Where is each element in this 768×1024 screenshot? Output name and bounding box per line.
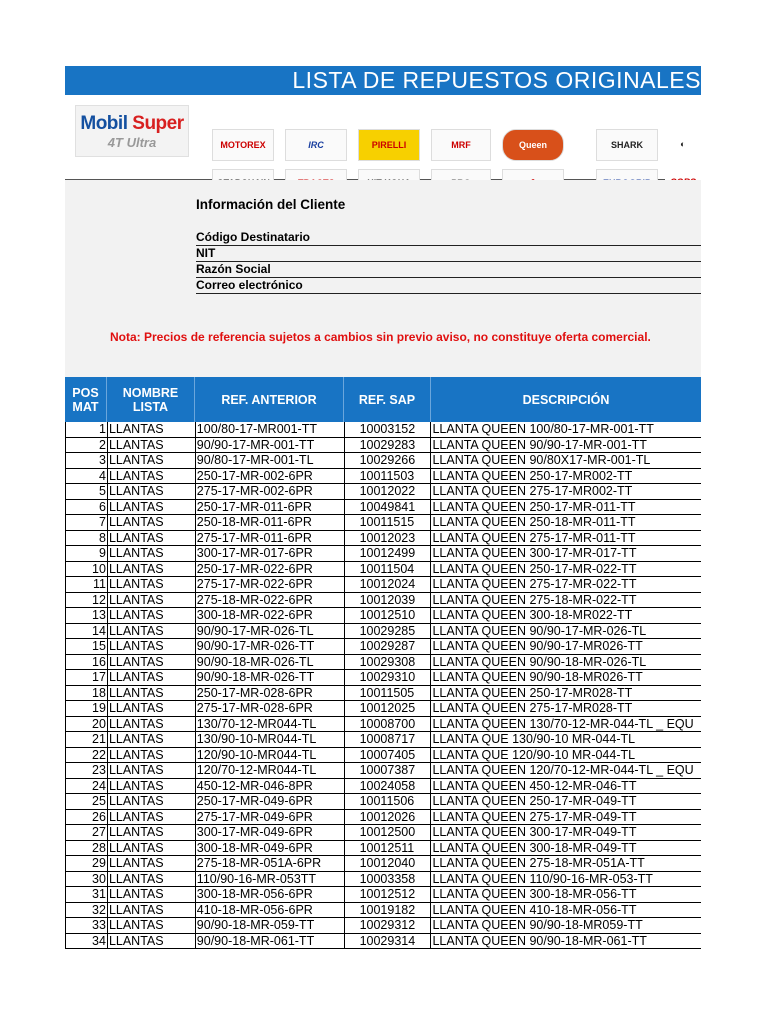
cell-nombre-lista[interactable]: LLANTAS (108, 531, 196, 546)
cell-pos-mat[interactable]: 15 (66, 639, 108, 654)
cell-descripcion[interactable]: LLANTA QUEEN 90/90-18-MR026-TT (432, 670, 643, 684)
cell-ref-anterior[interactable]: 275-17-MR-049-6PR (196, 810, 345, 825)
table-row[interactable] (66, 438, 701, 454)
page-title: LISTA DE REPUESTOS ORIGINALES (292, 67, 701, 93)
cell-pos-mat[interactable]: 7 (66, 515, 108, 530)
cell-ref-anterior[interactable]: 300-18-MR-022-6PR (196, 608, 345, 623)
cell-pos-mat[interactable]: 23 (66, 763, 108, 778)
price-disclaimer-note: Nota: Precios de referencia sujetos a cambios sin previo aviso, no constituye oferta comercial. (110, 330, 651, 344)
table-row[interactable] (66, 918, 701, 934)
cell-ref-anterior[interactable]: 90/90-18-MR-061-TT (196, 934, 345, 949)
cell-nombre-lista[interactable]: LLANTAS (108, 500, 196, 515)
cell-nombre-lista[interactable]: LLANTAS (108, 841, 196, 856)
cell-ref-sap[interactable]: 10012510 (345, 608, 432, 623)
cell-pos-mat[interactable]: 4 (66, 469, 108, 484)
cell-ref-sap[interactable]: 10012023 (345, 531, 432, 546)
cell-ref-sap[interactable]: 10029285 (345, 624, 432, 639)
spreadsheet (65, 66, 701, 949)
title-bar (65, 66, 701, 95)
cell-ref-anterior[interactable]: 275-17-MR-011-6PR (196, 531, 345, 546)
cell-nombre-lista[interactable]: LLANTAS (108, 655, 196, 670)
cell-ref-anterior[interactable]: 100/80-17-MR001-TT (196, 422, 345, 437)
col-header-ref-sap: REF. SAP (344, 377, 431, 422)
cell-ref-sap[interactable]: 10019182 (345, 903, 432, 918)
cell-ref-anterior[interactable]: 300-17-MR-049-6PR (196, 825, 345, 840)
col-header-pos-mat: POS MAT (65, 377, 107, 422)
cell-ref-anterior[interactable]: 250-17-MR-049-6PR (196, 794, 345, 809)
cell-pos-mat[interactable]: 9 (66, 546, 108, 561)
cell-descripcion[interactable]: LLANTA QUEEN 300-17-MR-017-TT (432, 546, 637, 560)
cell-ref-anterior[interactable]: 300-18-MR-056-6PR (196, 887, 345, 902)
cell-ref-anterior[interactable]: 250-17-MR-022-6PR (196, 562, 345, 577)
cell-descripcion[interactable]: LLANTA QUEEN 275-17-MR002-TT (432, 484, 633, 498)
cell-descripcion[interactable]: LLANTA QUEEN 100/80-17-MR-001-TT (432, 422, 654, 436)
cell-descripcion[interactable]: LLANTA QUEEN 300-17-MR-049-TT (432, 825, 637, 839)
table-row[interactable] (66, 763, 701, 779)
cell-ref-sap[interactable]: 10012022 (345, 484, 432, 499)
table-row[interactable] (66, 794, 701, 810)
mobil-super-logo (75, 105, 189, 157)
table-row[interactable] (66, 903, 701, 919)
table-row[interactable] (66, 515, 701, 531)
brand-queen: Queen (502, 129, 564, 161)
table-row[interactable] (66, 701, 701, 717)
cell-ref-anterior[interactable]: 90/90-18-MR-059-TT (196, 918, 345, 933)
cell-pos-mat[interactable]: 6 (66, 500, 108, 515)
cell-pos-mat[interactable]: 33 (66, 918, 108, 933)
cell-nombre-lista[interactable]: LLANTAS (108, 748, 196, 763)
table-row[interactable] (66, 562, 701, 578)
table-row[interactable] (66, 717, 701, 733)
cell-pos-mat[interactable]: 18 (66, 686, 108, 701)
table-row[interactable] (66, 732, 701, 748)
cell-ref-sap[interactable]: 10029312 (345, 918, 432, 933)
cell-ref-sap[interactable]: 10012511 (345, 841, 432, 856)
cell-descripcion[interactable]: LLANTA QUEEN 300-18-MR022-TT (432, 608, 633, 622)
brand-irc: IRC (285, 129, 347, 161)
cell-pos-mat[interactable]: 5 (66, 484, 108, 499)
cell-pos-mat[interactable]: 17 (66, 670, 108, 685)
cell-descripcion[interactable]: LLANTA QUEEN 275-18-MR-051A-TT (432, 856, 645, 870)
table-row[interactable] (66, 810, 701, 826)
cell-descripcion[interactable]: LLANTA QUEEN 120/70-12-MR-044-TL _ EQU (432, 763, 694, 777)
cell-descripcion[interactable]: LLANTA QUEEN 250-17-MR002-TT (432, 468, 633, 483)
table-row[interactable] (66, 872, 701, 888)
cell-nombre-lista[interactable]: LLANTAS (108, 872, 196, 887)
cell-descripcion[interactable]: LLANTA QUEEN 275-17-MR-022-TT (432, 577, 637, 591)
cell-nombre-lista[interactable]: LLANTAS (108, 825, 196, 840)
cell-pos-mat[interactable]: 10 (66, 562, 108, 577)
cell-ref-sap[interactable]: 10011504 (345, 562, 432, 577)
cell-descripcion[interactable]: LLANTA QUEEN 275-17-MR-049-TT (432, 809, 637, 824)
table-row[interactable] (66, 453, 701, 469)
cell-ref-sap[interactable]: 10011503 (345, 469, 432, 484)
cell-ref-sap[interactable]: 10003152 (345, 422, 432, 437)
cell-nombre-lista[interactable]: LLANTAS (108, 686, 196, 701)
table-row[interactable] (66, 500, 701, 516)
cell-ref-sap[interactable]: 10008717 (345, 732, 432, 747)
cell-pos-mat[interactable]: 14 (66, 624, 108, 639)
cell-descripcion[interactable]: LLANTA QUEEN 275-17-MR028-TT (432, 701, 633, 715)
cell-nombre-lista[interactable]: LLANTAS (108, 484, 196, 499)
cell-descripcion[interactable]: LLANTA QUEEN 300-18-MR-049-TT (432, 840, 637, 855)
cell-ref-anterior[interactable]: 275-17-MR-002-6PR (196, 484, 345, 499)
cell-nombre-lista[interactable]: LLANTAS (108, 779, 196, 794)
cell-descripcion[interactable]: LLANTA QUEEN 410-18-MR-056-TT (432, 902, 637, 917)
cell-pos-mat[interactable]: 3 (66, 453, 108, 468)
logo-ultra-text: 4T Ultra (107, 134, 157, 150)
cell-ref-anterior[interactable]: 90/90-17-MR-001-TT (196, 438, 345, 453)
field-correo-electronico[interactable]: Correo electrónico (196, 278, 701, 294)
cell-ref-sap[interactable]: 10029287 (345, 639, 432, 654)
cell-pos-mat[interactable]: 1 (66, 422, 108, 437)
cell-ref-anterior[interactable]: 250-17-MR-011-6PR (196, 500, 345, 515)
cell-nombre-lista[interactable]: LLANTAS (108, 732, 196, 747)
cell-ref-anterior[interactable]: 250-18-MR-011-6PR (196, 515, 345, 530)
cell-pos-mat[interactable]: 27 (66, 825, 108, 840)
cell-ref-sap[interactable]: 10049841 (345, 500, 432, 515)
table-row[interactable] (66, 887, 701, 903)
table-row[interactable] (66, 686, 701, 702)
table-row[interactable] (66, 841, 701, 857)
cell-nombre-lista[interactable]: LLANTAS (108, 577, 196, 592)
table-row[interactable] (66, 531, 701, 547)
cell-ref-anterior[interactable]: 120/70-12-MR044-TL (196, 763, 345, 778)
brand-motorex: MOTOREX (212, 129, 274, 161)
cell-descripcion[interactable]: LLANTA QUEEN 90/80X17-MR-001-TL (432, 453, 651, 467)
logo-super-text: Super (132, 112, 184, 134)
logo-mobil-text: Mobil (80, 112, 128, 134)
table-row[interactable] (66, 484, 701, 500)
table-row[interactable] (66, 624, 701, 640)
table-row[interactable] (66, 856, 701, 872)
cell-pos-mat[interactable]: 31 (66, 887, 108, 902)
brand-partial-logo: ◐ (665, 129, 701, 159)
table-row[interactable] (66, 469, 701, 485)
field-codigo-destinatario[interactable]: Código Destinatario (196, 230, 701, 246)
cell-ref-sap[interactable]: 10029266 (345, 453, 432, 468)
cell-ref-sap[interactable]: 10029283 (345, 438, 432, 453)
cell-ref-sap[interactable]: 10011515 (345, 515, 432, 530)
cell-ref-sap[interactable]: 10012499 (345, 546, 432, 561)
brand-pirelli: PIRELLI (358, 129, 420, 161)
cell-ref-anterior[interactable]: 275-17-MR-028-6PR (196, 701, 345, 716)
cell-pos-mat[interactable]: 34 (66, 934, 108, 949)
cell-ref-anterior[interactable]: 275-17-MR-022-6PR (196, 577, 345, 592)
cell-nombre-lista[interactable]: LLANTAS (108, 469, 196, 484)
table-row[interactable] (66, 593, 701, 609)
table-header (65, 377, 701, 422)
client-info-heading: Información del Cliente (196, 197, 346, 212)
cell-descripcion[interactable]: LLANTA QUEEN 275-17-MR-011-TT (432, 530, 636, 545)
cell-ref-anterior[interactable]: 90/90-18-MR-026-TL (196, 655, 345, 670)
cell-ref-anterior[interactable]: 250-17-MR-028-6PR (196, 686, 345, 701)
cell-pos-mat[interactable]: 20 (66, 717, 108, 732)
field-nit[interactable]: NIT (196, 246, 701, 262)
cell-nombre-lista[interactable]: LLANTAS (108, 763, 196, 778)
cell-ref-anterior[interactable]: 90/90-17-MR-026-TT (196, 639, 345, 654)
table-row[interactable] (66, 577, 701, 593)
cell-nombre-lista[interactable]: LLANTAS (108, 934, 196, 949)
cell-nombre-lista[interactable]: LLANTAS (108, 608, 196, 623)
cell-ref-anterior[interactable]: 110/90-16-MR-053TT (196, 872, 345, 887)
table-row[interactable] (66, 748, 701, 764)
cell-ref-anterior[interactable]: 120/90-10-MR044-TL (196, 748, 345, 763)
cell-nombre-lista[interactable]: LLANTAS (108, 593, 196, 608)
cell-nombre-lista[interactable]: LLANTAS (108, 670, 196, 685)
cell-ref-sap[interactable]: 10012512 (345, 887, 432, 902)
cell-descripcion[interactable]: LLANTA QUEEN 450-12-MR-046-TT (432, 778, 637, 793)
cell-ref-sap[interactable]: 10011506 (345, 794, 432, 809)
cell-ref-sap[interactable]: 10029310 (345, 670, 432, 685)
cell-descripcion[interactable]: LLANTA QUEEN 90/90-18-MR-061-TT (432, 933, 647, 948)
cell-ref-sap[interactable]: 10029308 (345, 655, 432, 670)
table-row[interactable] (66, 655, 701, 671)
cell-descripcion[interactable]: LLANTA QUEEN 300-18-MR-056-TT (432, 887, 637, 901)
cell-ref-sap[interactable]: 10012024 (345, 577, 432, 592)
cell-descripcion[interactable]: LLANTA QUEEN 90/90-18-MR-026-TL (432, 654, 647, 669)
cell-pos-mat[interactable]: 32 (66, 903, 108, 918)
brand-mrf: MRF (431, 129, 491, 161)
cell-nombre-lista[interactable]: LLANTAS (108, 810, 196, 825)
cell-pos-mat[interactable]: 30 (66, 872, 108, 887)
cell-ref-anterior[interactable]: 275-18-MR-022-6PR (196, 593, 345, 608)
cell-descripcion[interactable]: LLANTA QUEEN 130/70-12-MR-044-TL _ EQU (432, 716, 694, 731)
cell-descripcion[interactable]: LLANTA QUEEN 250-18-MR-011-TT (432, 515, 636, 529)
cell-nombre-lista[interactable]: LLANTAS (108, 794, 196, 809)
cell-ref-sap[interactable]: 10008700 (345, 717, 432, 732)
cell-ref-sap[interactable]: 10012039 (345, 593, 432, 608)
cell-descripcion[interactable]: LLANTA QUEEN 90/90-17-MR026-TT (432, 639, 643, 653)
cell-ref-anterior[interactable]: 300-18-MR-049-6PR (196, 841, 345, 856)
cell-pos-mat[interactable]: 8 (66, 531, 108, 546)
table-row[interactable] (66, 779, 701, 795)
cell-descripcion[interactable]: LLANTA QUEEN 90/90-17-MR-026-TL (432, 623, 647, 638)
cell-ref-sap[interactable]: 10012040 (345, 856, 432, 871)
col-header-descripcion: DESCRIPCIÓN (522, 392, 610, 407)
cell-nombre-lista[interactable]: LLANTAS (108, 562, 196, 577)
cell-pos-mat[interactable]: 21 (66, 732, 108, 747)
cell-nombre-lista[interactable]: LLANTAS (108, 546, 196, 561)
cell-ref-sap[interactable]: 10012500 (345, 825, 432, 840)
cell-ref-anterior[interactable]: 90/90-18-MR-026-TT (196, 670, 345, 685)
cell-ref-sap[interactable]: 10007387 (345, 763, 432, 778)
cell-descripcion[interactable]: LLANTA QUEEN 250-17-MR-049-TT (432, 794, 637, 808)
table-row[interactable] (66, 825, 701, 841)
cell-descripcion[interactable]: LLANTA QUEEN 90/90-18-MR059-TT (432, 918, 643, 932)
table-row[interactable] (66, 422, 701, 438)
cell-ref-sap[interactable]: 10003358 (345, 872, 432, 887)
cell-pos-mat[interactable]: 26 (66, 810, 108, 825)
cell-nombre-lista[interactable]: LLANTAS (108, 918, 196, 933)
table-row[interactable] (66, 639, 701, 655)
cell-pos-mat[interactable]: 13 (66, 608, 108, 623)
cell-ref-sap[interactable]: 10011505 (345, 686, 432, 701)
cell-pos-mat[interactable]: 22 (66, 748, 108, 763)
cell-pos-mat[interactable]: 29 (66, 856, 108, 871)
cell-ref-anterior[interactable]: 250-17-MR-002-6PR (196, 469, 345, 484)
cell-ref-anterior[interactable]: 450-12-MR-046-8PR (196, 779, 345, 794)
cell-ref-anterior[interactable]: 130/90-10-MR044-TL (196, 732, 345, 747)
cell-nombre-lista[interactable]: LLANTAS (108, 856, 196, 871)
table-row[interactable] (66, 608, 701, 624)
cell-descripcion[interactable]: LLANTA QUEEN 110/90-16-MR-053-TT (432, 871, 653, 886)
cell-descripcion[interactable]: LLANTA QUEEN 250-17-MR-011-TT (432, 499, 636, 514)
brand-shark: SHARK (596, 129, 658, 161)
cell-ref-anterior[interactable]: 90/80-17-MR-001-TL (196, 453, 345, 468)
table-row[interactable] (66, 546, 701, 562)
parts-table-body (65, 422, 701, 949)
cell-nombre-lista[interactable]: LLANTAS (108, 438, 196, 453)
cell-nombre-lista[interactable]: LLANTAS (108, 887, 196, 902)
cell-ref-sap[interactable]: 10007405 (345, 748, 432, 763)
cell-nombre-lista[interactable]: LLANTAS (108, 701, 196, 716)
cell-nombre-lista[interactable]: LLANTAS (108, 453, 196, 468)
table-row[interactable] (66, 934, 701, 950)
cell-descripcion[interactable]: LLANTA QUEEN 250-17-MR028-TT (432, 685, 633, 700)
cell-nombre-lista[interactable]: LLANTAS (108, 639, 196, 654)
cell-ref-anterior[interactable]: 275-18-MR-051A-6PR (196, 856, 345, 871)
cell-descripcion[interactable]: LLANTA QUE 130/90-10 MR-044-TL (432, 732, 636, 746)
cell-ref-sap[interactable]: 10024058 (345, 779, 432, 794)
cell-descripcion[interactable]: LLANTA QUEEN 250-17-MR-022-TT (432, 561, 637, 576)
cell-ref-anterior[interactable]: 130/70-12-MR044-TL (196, 717, 345, 732)
cell-ref-anterior[interactable]: 410-18-MR-056-6PR (196, 903, 345, 918)
cell-pos-mat[interactable]: 11 (66, 577, 108, 592)
cell-ref-sap[interactable]: 10029314 (345, 934, 432, 949)
cell-pos-mat[interactable]: 25 (66, 794, 108, 809)
cell-pos-mat[interactable]: 24 (66, 779, 108, 794)
cell-descripcion[interactable]: LLANTA QUE 120/90-10 MR-044-TL (432, 747, 636, 762)
cell-pos-mat[interactable]: 28 (66, 841, 108, 856)
cell-nombre-lista[interactable]: LLANTAS (108, 515, 196, 530)
cell-pos-mat[interactable]: 19 (66, 701, 108, 716)
field-razon-social[interactable]: Razón Social (196, 262, 701, 278)
cell-pos-mat[interactable]: 12 (66, 593, 108, 608)
col-header-nombre-lista: NOMBRE LISTA (107, 377, 195, 422)
col-header-ref-anterior: REF. ANTERIOR (195, 377, 344, 422)
cell-nombre-lista[interactable]: LLANTAS (108, 624, 196, 639)
client-info-section (65, 180, 701, 377)
cell-nombre-lista[interactable]: LLANTAS (108, 422, 196, 437)
brand-logo-strip (65, 95, 701, 179)
cell-ref-anterior[interactable]: 90/90-17-MR-026-TL (196, 624, 345, 639)
cell-nombre-lista[interactable]: LLANTAS (108, 717, 196, 732)
table-row[interactable] (66, 670, 701, 686)
cell-nombre-lista[interactable]: LLANTAS (108, 903, 196, 918)
cell-descripcion[interactable]: LLANTA QUEEN 275-18-MR-022-TT (432, 592, 637, 607)
cell-ref-sap[interactable]: 10012025 (345, 701, 432, 716)
cell-ref-sap[interactable]: 10012026 (345, 810, 432, 825)
cell-pos-mat[interactable]: 2 (66, 438, 108, 453)
cell-pos-mat[interactable]: 16 (66, 655, 108, 670)
cell-ref-anterior[interactable]: 300-17-MR-017-6PR (196, 546, 345, 561)
cell-descripcion[interactable]: LLANTA QUEEN 90/90-17-MR-001-TT (432, 437, 647, 452)
